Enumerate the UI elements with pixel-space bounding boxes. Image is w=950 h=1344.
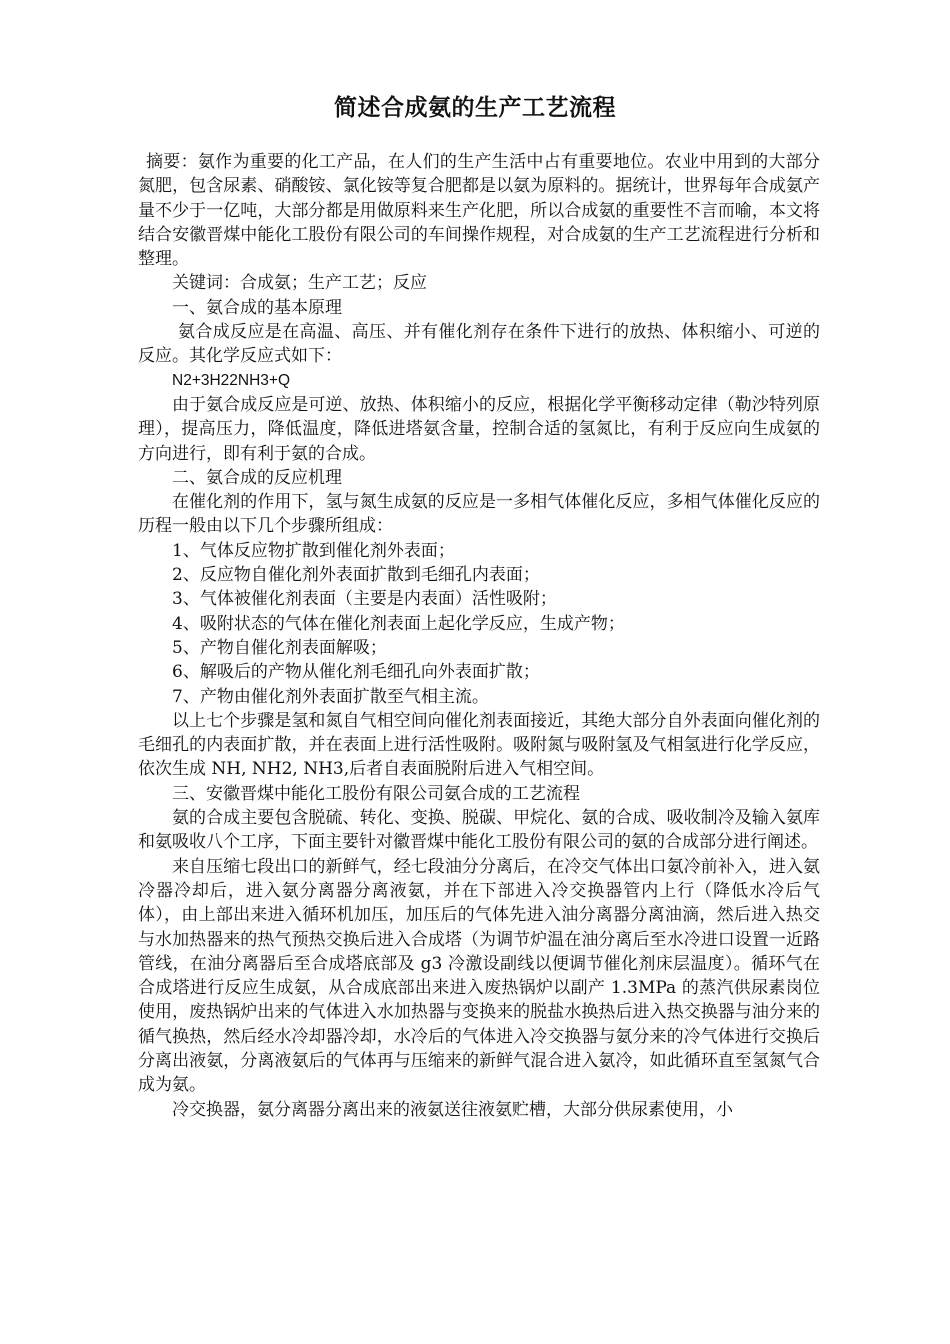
section3-paragraph-2: 来自压缩七段出口的新鲜气，经七段油分分离后，在冷交气体出口氨冷前补入，进入氨冷器冷却后，进入氨分离器分离液氨，并在下部进入冷交换器管内上行（降低水冷后气体），由上部出来进入循环机加压，加压后的气体先进入油分离器分离油滴，然后进入热交与水加热器来的热气预热交换后进入合成塔（为调节炉温在油分离后至水冷进口设置一近路管线，在油分离器后至合成塔底部及 g3 冷激设副线以便调节催化剂床层温度）。循环气在合成塔进行反应生成氨，从合成底部出来进入废热锅炉以副产 1.3MPa 的蒸汽供尿素岗位使用，废热锅炉出来的气体进入水加热器与变换来的脱盐水换热后进入热交换器与油分来的循气换热，然后经水冷却器冷却，水冷后的气体进入冷交换器与氨分来的冷气体进行交换后分离出液氨，分离液氨后的气体再与压缩来的新鲜气混合进入氨冷，如此循环直至氢氮气合成为氨。	[138, 856, 820, 1096]
step-item: 4、吸附状态的气体在催化剂表面上起化学反应，生成产物；	[172, 613, 625, 634]
document-body	[138, 150, 820, 1122]
step-item: 6、解吸后的产物从催化剂毛细孔向外表面扩散；	[172, 662, 540, 683]
step-item: 2、反应物自催化剂外表面扩散到毛细孔内表面；	[172, 565, 540, 586]
section-heading-1: 一、氨合成的基本原理	[172, 297, 342, 318]
section1-paragraph-2: 由于氨合成反应是可逆、放热、体积缩小的反应，根据化学平衡移动定律（勒沙特列原理），提高压力，降低温度，降低进塔氨含量，控制合适的氢氮比，有利于反应向生成氨的方向进行，即有利于氨的合成。	[138, 394, 820, 464]
document-title: 简述合成氨的生产工艺流程	[334, 95, 616, 121]
section1-paragraph-1: 氨合成反应是在高温、高压、并有催化剂存在条件下进行的放热、体积缩小、可逆的反应。其化学反应式如下：	[138, 322, 820, 367]
section3-paragraph-3: 冷交换器，氨分离器分离出来的液氨送往液氨贮槽，大部分供尿素使用，小	[172, 1099, 733, 1120]
section-heading-3: 三、安徽晋煤中能化工股份有限公司氨合成的工艺流程	[172, 783, 580, 804]
step-item: 1、气体反应物扩散到催化剂外表面；	[172, 540, 455, 561]
section2-intro-paragraph: 在催化剂的作用下，氢与氮生成氨的反应是一多相气体催化反应，多相气体催化反应的历程一般由以下几个步骤所组成：	[138, 492, 820, 537]
section3-paragraph-1: 氨的合成主要包含脱硫、转化、变换、脱碳、甲烷化、氨的合成、吸收制冷及输入氨库和氨吸收八个工序，下面主要针对徽晋煤中能化工股份有限公司的氨的合成部分进行阐述。	[138, 808, 820, 853]
reaction-formula: N2+3H22NH3+Q	[172, 371, 291, 389]
abstract-paragraph: 摘要：氨作为重要的化工产品，在人们的生产生活中占有重要地位。农业中用到的大部分氮肥，包含尿素、硝酸铵、氯化铵等复合肥都是以氨为原料的。据统计，世界每年合成氨产量不少于一亿吨，大部分都是用做原料来生产化肥，所以合成氨的重要性不言而喻，本文将结合安徽晋煤中能化工股份有限公司的车间操作规程，对合成氨的生产工艺流程进行分析和整理。	[138, 152, 820, 270]
keywords-line: 关键词：合成氨；生产工艺；反应	[172, 273, 427, 294]
section2-paragraph-2: 以上七个步骤是氢和氮自气相空间向催化剂表面接近，其绝大部分自外表面向催化剂的毛细孔的内表面扩散，并在表面上进行活性吸附。吸附氮与吸附氢及气相氢进行化学反应，依次生成 NH, NH2, NH3,后者自表面脱附后进入气相空间。	[138, 710, 820, 780]
step-item: 5、产物自催化剂表面解吸；	[172, 637, 387, 658]
step-item: 3、气体被催化剂表面（主要是内表面）活性吸附；	[172, 589, 557, 610]
step-item: 7、产物由催化剂外表面扩散至气相主流。	[172, 686, 489, 707]
section-heading-2: 二、氨合成的反应机理	[172, 467, 342, 488]
